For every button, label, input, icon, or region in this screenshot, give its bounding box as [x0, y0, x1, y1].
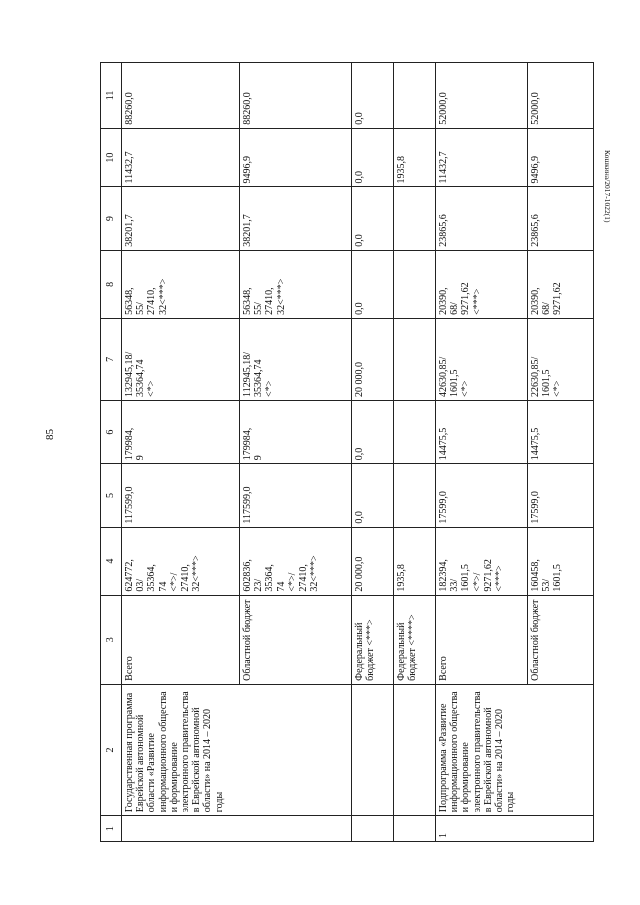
cell-2020: 0,0 [352, 63, 394, 129]
col-header-9: 9 [101, 187, 122, 250]
cell-total: 602836, 23/ 35364, 74 <*>/ 27410, 32<***> [240, 527, 352, 595]
col-header-4: 4 [101, 527, 122, 595]
cell-2017: 0,0 [352, 250, 394, 318]
col-header-2: 2 [101, 684, 122, 815]
cell-2019: 1935,8 [394, 128, 436, 187]
col-header-7: 7 [101, 318, 122, 400]
cell-2016: 42630,85/ 1601,5 <*> [436, 318, 528, 400]
col-header-5: 5 [101, 464, 122, 527]
col-header-10: 10 [101, 128, 122, 187]
cell-total: 20 000,0 [352, 527, 394, 595]
cell-2014: 0,0 [352, 464, 394, 527]
cell-2017: 56348, 55/ 27410, 32<***> [122, 250, 240, 318]
cell-2015 [394, 400, 436, 463]
cell-2020: 52000,0 [436, 63, 528, 129]
cell-2020: 52000,0 [528, 63, 594, 129]
cell-source: Областной бюджет [240, 595, 352, 684]
cell-2017 [394, 250, 436, 318]
cell-2017: 20390, 68/ 9271,62 [528, 250, 594, 318]
cell-num [122, 816, 352, 842]
cell-2015: 14475,5 [436, 400, 528, 463]
cell-2015: 14475,5 [528, 400, 594, 463]
col-header-1: 1 [101, 816, 122, 842]
cell-source: Всего [436, 595, 528, 684]
col-header-11: 11 [101, 63, 122, 129]
cell-2014 [394, 464, 436, 527]
cell-total: 624772, 03/ 35364, 74 <*>/ 27410, 32<***> [122, 527, 240, 595]
cell-2016 [394, 318, 436, 400]
cell-2015: 0,0 [352, 400, 394, 463]
col-header-8: 8 [101, 250, 122, 318]
table-row [352, 63, 394, 842]
cell-2018: 0,0 [352, 187, 394, 250]
cell-total: 1935,8 [394, 527, 436, 595]
cell-program-name: Подпрограмма «Развитие информационного общества и формирование электронного правительства в Еврейской автономной области» на 2014 – 2020 годы [436, 684, 594, 815]
cell-2018: 23865,6 [528, 187, 594, 250]
cell-2015: 179984, 9 [240, 400, 352, 463]
cell-2014: 17599,0 [528, 464, 594, 527]
cell-2014: 117599,0 [122, 464, 240, 527]
cell-2017: 20390, 68/ 9271,62 <***> [436, 250, 528, 318]
cell-source: Федеральный бюджет <***> [352, 595, 394, 684]
cell-2018: 23865,6 [436, 187, 528, 250]
cell-2019: 11432,7 [122, 128, 240, 187]
cell-2016: 22630,85/ 1601,5 <*> [528, 318, 594, 400]
cell-2019: 0,0 [352, 128, 394, 187]
cell-program-name [352, 684, 394, 815]
col-header-6: 6 [101, 400, 122, 463]
cell-2020 [394, 63, 436, 129]
cell-num [352, 816, 394, 842]
cell-program-name: Государственная программа Еврейской автономной области «Развитие информационного общества и формирование электронного правительства в Еврейской автономной области» на 2014 – 2020 годы [122, 684, 352, 815]
page-number: 85 [44, 429, 56, 440]
cell-2016: 132945,18/ 35364,74 <*> [122, 318, 240, 400]
cell-num: 1 [436, 816, 594, 842]
header-row [101, 63, 122, 842]
cell-program-name [394, 684, 436, 815]
col-header-3: 3 [101, 595, 122, 684]
cell-2014: 17599,0 [436, 464, 528, 527]
cell-2018 [394, 187, 436, 250]
rotated-table-wrapper [100, 62, 590, 842]
cell-2016: 112945,18/ 35364,74 <*> [240, 318, 352, 400]
cell-total: 160458, 53/ 1601,5 [528, 527, 594, 595]
cell-2014: 117599,0 [240, 464, 352, 527]
cell-2016: 20 000,0 [352, 318, 394, 400]
cell-2020: 88260,0 [122, 63, 240, 129]
footer-code: Кошкина/2017-1022(1) [603, 150, 612, 223]
cell-source: Федеральный бюджет <****> [394, 595, 436, 684]
cell-2019: 9496,9 [528, 128, 594, 187]
cell-source: Всего [122, 595, 240, 684]
cell-num [394, 816, 436, 842]
budget-table [100, 62, 594, 842]
cell-2018: 38201,7 [122, 187, 240, 250]
cell-2018: 38201,7 [240, 187, 352, 250]
table-row [394, 63, 436, 842]
cell-source: Областной бюджет [528, 595, 594, 684]
table-row [122, 63, 240, 842]
cell-2019: 11432,7 [436, 128, 528, 187]
cell-2015: 179984, 9 [122, 400, 240, 463]
cell-2017: 56348, 55/ 27410, 32<***> [240, 250, 352, 318]
table-row [436, 63, 528, 842]
cell-2019: 9496,9 [240, 128, 352, 187]
cell-2020: 88260,0 [240, 63, 352, 129]
cell-total: 182394, 33/ 1601,5 <*>/ 9271,62 <***> [436, 527, 528, 595]
